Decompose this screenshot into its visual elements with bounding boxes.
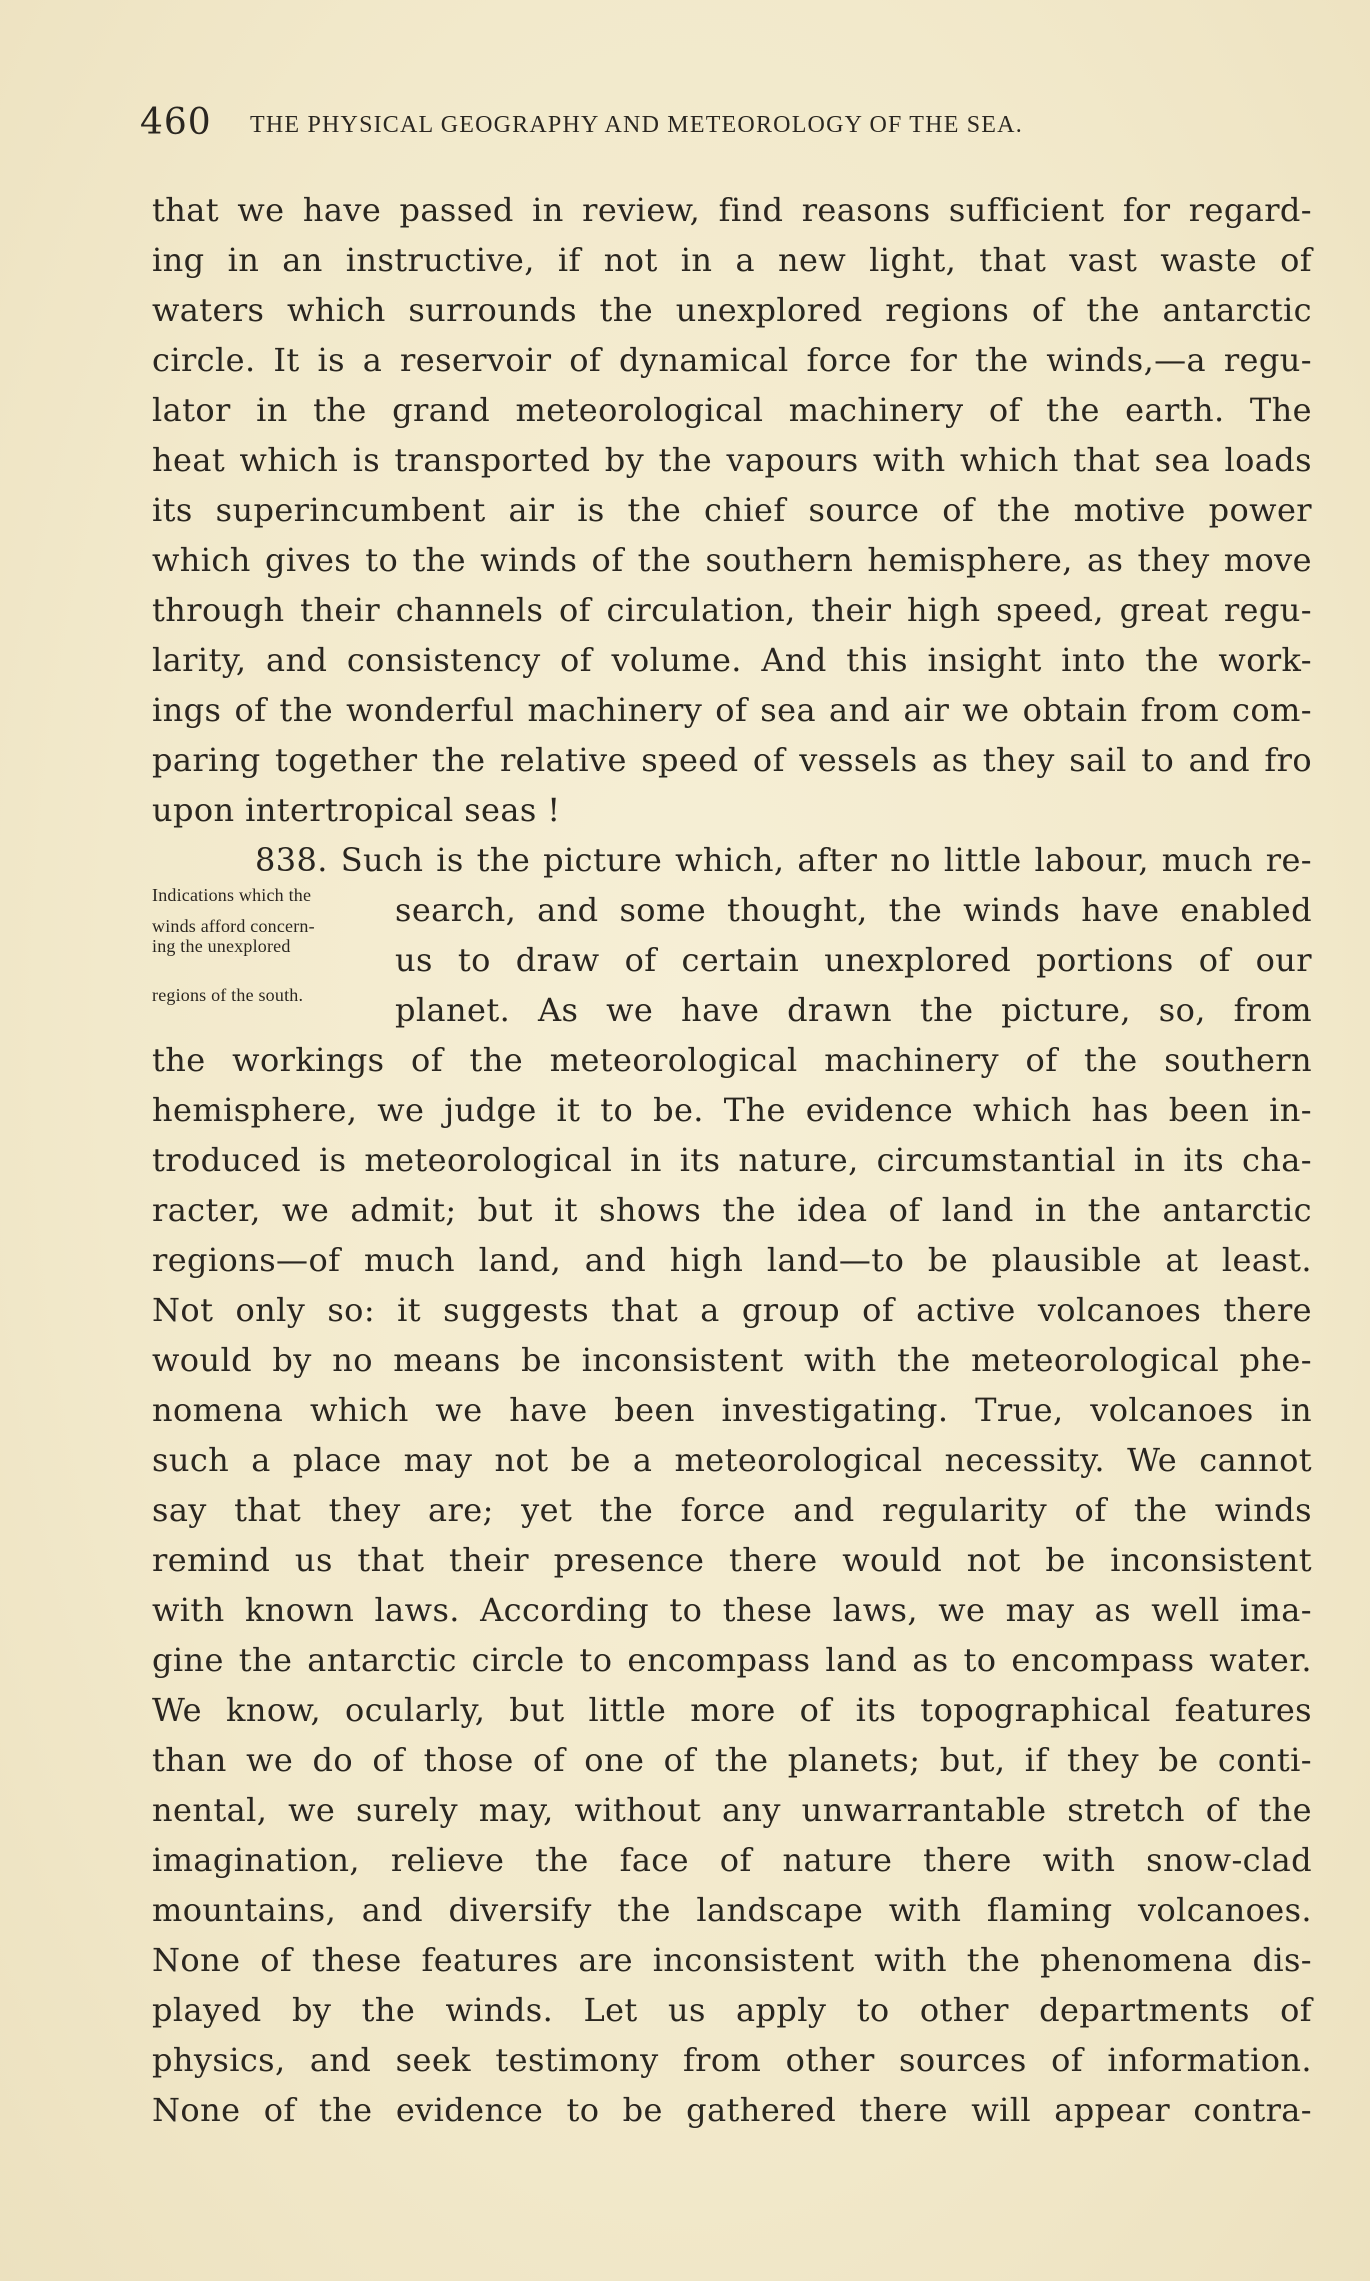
- text-line: ing in an instructive, if not in a new light, that vast waste of: [152, 241, 1312, 279]
- text-line: remind us that their presence there would not be inconsistent: [152, 1541, 1312, 1579]
- text-line: paring together the relative speed of vessels as they sail to and fro: [152, 741, 1312, 779]
- text-line: upon intertropical seas !: [152, 791, 561, 829]
- marginal-note-line: winds afford concern-: [152, 916, 315, 936]
- paragraph-start-line: 838. Such is the picture which, after no little labour, much re-: [255, 841, 1312, 879]
- text-line: mountains, and diversify the landscape with flaming volcanoes.: [152, 1891, 1312, 1929]
- text-line: lator in the grand meteorological machinery of the earth. The: [152, 391, 1312, 429]
- text-line: nental, we surely may, without any unwarrantable stretch of the: [152, 1791, 1312, 1829]
- running-head: THE PHYSICAL GEOGRAPHY AND METEOROLOGY OF THE SEA.: [250, 112, 1023, 138]
- text-line: heat which is transported by the vapours with which that sea loads: [152, 441, 1312, 479]
- marginal-note-line: regions of the south.: [152, 985, 304, 1005]
- text-line: None of these features are inconsistent with the phenomena dis-: [152, 1941, 1312, 1979]
- text-line: us to draw of certain unexplored portions of our: [395, 941, 1312, 979]
- text-line: with known laws. According to these laws, we may as well ima-: [152, 1591, 1312, 1629]
- text-line: would by no means be inconsistent with the meteorological phe-: [152, 1341, 1312, 1379]
- text-line: physics, and seek testimony from other sources of information.: [152, 2041, 1312, 2079]
- text-line: nomena which we have been investigating. True, volcanoes in: [152, 1391, 1312, 1429]
- text-line: waters which surrounds the unexplored regions of the antarctic: [152, 291, 1312, 329]
- text-line: We know, ocularly, but little more of its topographical features: [152, 1691, 1312, 1729]
- text-line: than we do of those of one of the planets; but, if they be conti-: [152, 1741, 1312, 1779]
- page-header: [140, 98, 1220, 148]
- text-line: through their channels of circulation, their high speed, great regu-: [152, 591, 1312, 629]
- text-line: which gives to the winds of the southern hemisphere, as they move: [152, 541, 1312, 579]
- marginal-note-line: Indications which the: [152, 885, 312, 905]
- text-line: search, and some thought, the winds have enabled: [395, 891, 1312, 929]
- text-line: played by the winds. Let us apply to other departments of: [152, 1991, 1312, 2029]
- text-line: such a place may not be a meteorological necessity. We cannot: [152, 1441, 1312, 1479]
- text-line: ings of the wonderful machinery of sea and air we obtain from com-: [152, 691, 1312, 729]
- text-line: hemisphere, we judge it to be. The evidence which has been in-: [152, 1091, 1312, 1129]
- text-line: None of the evidence to be gathered there will appear contra-: [152, 2091, 1312, 2129]
- text-line: troduced is meteorological in its nature, circumstantial in its cha-: [152, 1141, 1312, 1179]
- marginal-note-line: ing the unexplored: [152, 936, 291, 956]
- text-line: racter, we admit; but it shows the idea of land in the antarctic: [152, 1191, 1312, 1229]
- text-line: Not only so: it suggests that a group of active volcanoes there: [152, 1291, 1312, 1329]
- text-line: the workings of the meteorological machinery of the southern: [152, 1041, 1312, 1079]
- text-line: larity, and consistency of volume. And this insight into the work-: [152, 641, 1312, 679]
- text-line: say that they are; yet the force and regularity of the winds: [152, 1491, 1312, 1529]
- text-line: imagination, relieve the face of nature there with snow-clad: [152, 1841, 1312, 1879]
- text-line: gine the antarctic circle to encompass land as to encompass water.: [152, 1641, 1312, 1679]
- text-line: planet. As we have drawn the picture, so, from: [395, 991, 1312, 1029]
- page-number: 460: [140, 102, 212, 143]
- text-line: that we have passed in review, find reasons sufficient for regard-: [152, 191, 1312, 229]
- text-line: circle. It is a reservoir of dynamical force for the winds,—a regu-: [152, 341, 1312, 379]
- text-line: regions—of much land, and high land—to be plausible at least.: [152, 1241, 1312, 1279]
- text-line: its superincumbent air is the chief source of the motive power: [152, 491, 1312, 529]
